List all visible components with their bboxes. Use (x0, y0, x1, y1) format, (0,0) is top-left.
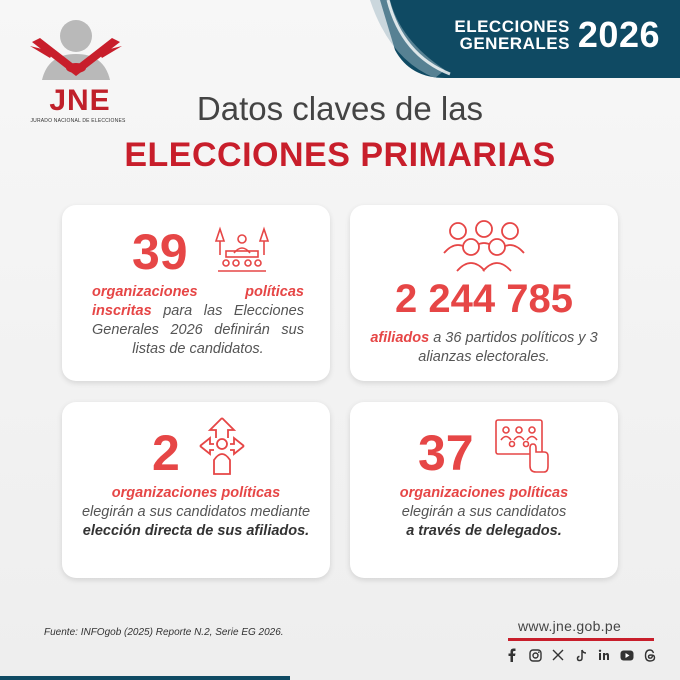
stat-highlight: organizaciones políticas (399, 485, 569, 501)
delegates-board-icon (494, 418, 552, 476)
instagram-icon[interactable] (528, 648, 542, 662)
facebook-icon[interactable] (505, 648, 519, 662)
logo-subtitle: JURADO NACIONAL DE ELECCIONES (30, 118, 126, 124)
website-underline (508, 638, 654, 641)
stat-number: 39 (132, 224, 188, 280)
election-banner (350, 0, 680, 78)
stat-emphasis: a través de delegados. (406, 523, 562, 539)
assembly-icon (212, 225, 272, 275)
page-title: Datos claves de las (196, 90, 484, 127)
stat-text: elegirán a sus candidatos mediante (81, 504, 311, 520)
stat-number: 37 (418, 425, 474, 481)
stat-description (364, 484, 604, 541)
stat-text: a 36 partidos políticos y 3 alianzas electorales. (418, 330, 598, 365)
stat-emphasis: elección directa de sus afiliados. (82, 523, 310, 539)
youtube-icon[interactable] (620, 648, 634, 662)
banner-line-2: GENERALES (459, 34, 570, 53)
threads-icon[interactable] (643, 648, 657, 662)
stat-card-delegados (350, 402, 618, 578)
stat-description (92, 283, 304, 359)
people-group-icon (438, 219, 530, 275)
stat-highlight: afiliados (370, 330, 430, 346)
website-link[interactable]: www.jne.gob.pe (518, 618, 622, 634)
tiktok-icon[interactable] (574, 648, 588, 662)
linkedin-icon[interactable] (597, 648, 611, 662)
stat-description (360, 329, 608, 367)
stat-number: 2 (152, 425, 180, 481)
page-subtitle: ELECCIONES PRIMARIAS (124, 136, 556, 174)
voter-arrows-icon (198, 416, 246, 478)
banner-year: 2026 (577, 14, 660, 55)
source-note: Fuente: INFOgob (2025) Reporte N.2, Serie EG 2026. (44, 627, 284, 638)
logo-name: JNE (49, 84, 111, 117)
x-icon[interactable] (551, 648, 565, 662)
stat-number: 2 244 785 (395, 277, 573, 321)
stat-card-eleccion-directa (62, 402, 330, 578)
stat-text: elegirán a sus candidatos (401, 504, 567, 520)
stat-highlight: organizaciones políticas (111, 485, 281, 501)
social-links (505, 648, 657, 662)
banner-line-1: ELECCIONES (454, 17, 570, 36)
banner-text (454, 14, 660, 56)
jne-emblem-icon (28, 14, 124, 86)
stat-description (76, 484, 316, 541)
stat-card-afiliados (350, 205, 618, 381)
stat-text: para las Elecciones Generales 2026 definirán sus listas de candidatos. (92, 303, 304, 357)
stat-card-inscritas (62, 205, 330, 381)
bottom-accent-bar (0, 676, 290, 680)
stat-highlight: organizaciones políticas inscritas (92, 284, 304, 319)
